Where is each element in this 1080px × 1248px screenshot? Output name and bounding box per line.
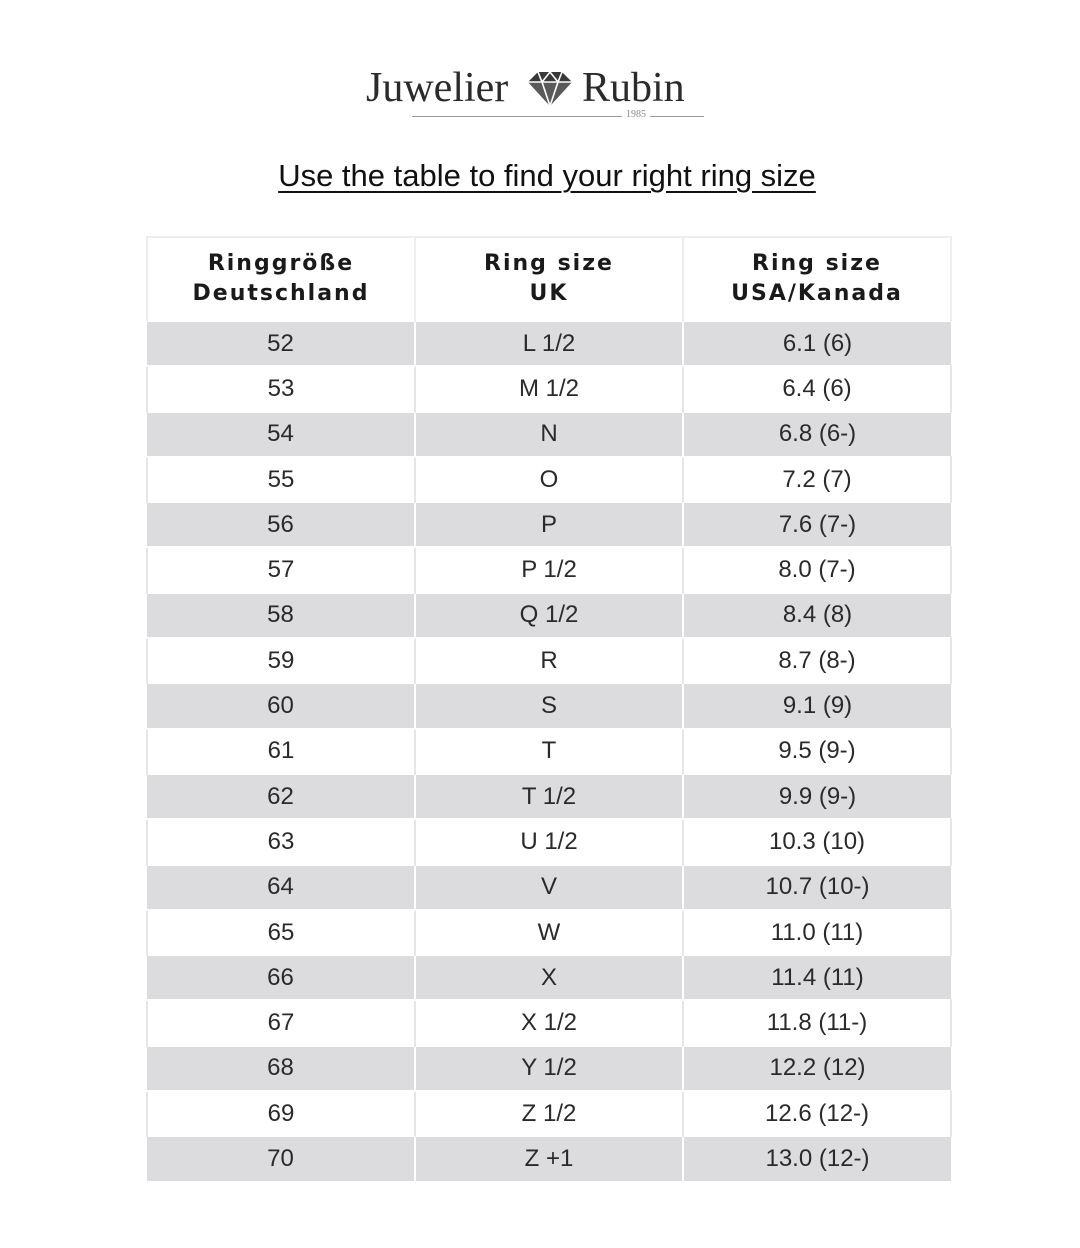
cell-uk: X 1/2	[415, 1000, 683, 1045]
cell-usa: 6.1 (6)	[683, 321, 951, 366]
cell-usa: 9.9 (9-)	[683, 774, 951, 819]
table-row	[147, 1046, 951, 1091]
table-row	[147, 683, 951, 728]
cell-germany: 64	[147, 865, 415, 910]
cell-germany: 55	[147, 457, 415, 502]
cell-usa: 12.6 (12-)	[683, 1091, 951, 1136]
diamond-icon	[524, 68, 576, 108]
cell-germany: 56	[147, 502, 415, 547]
cell-germany: 70	[147, 1136, 415, 1180]
table-row	[147, 955, 951, 1000]
cell-uk: T	[415, 729, 683, 774]
logo-rule-right	[650, 116, 704, 117]
cell-usa: 9.5 (9-)	[683, 729, 951, 774]
cell-germany: 53	[147, 366, 415, 411]
cell-uk: U 1/2	[415, 819, 683, 864]
cell-usa: 12.2 (12)	[683, 1046, 951, 1091]
cell-usa: 7.2 (7)	[683, 457, 951, 502]
cell-germany: 52	[147, 321, 415, 366]
cell-usa: 7.6 (7-)	[683, 502, 951, 547]
table-row	[147, 1136, 951, 1180]
cell-germany: 54	[147, 412, 415, 457]
table-row	[147, 638, 951, 683]
cell-uk: X	[415, 955, 683, 1000]
cell-germany: 58	[147, 593, 415, 638]
cell-uk: P 1/2	[415, 547, 683, 592]
table-body	[147, 321, 951, 1181]
cell-usa: 13.0 (12-)	[683, 1136, 951, 1180]
cell-uk: P	[415, 502, 683, 547]
cell-germany: 63	[147, 819, 415, 864]
header-uk-line2: UK	[529, 281, 569, 306]
cell-uk: L 1/2	[415, 321, 683, 366]
cell-germany: 68	[147, 1046, 415, 1091]
cell-uk: O	[415, 457, 683, 502]
cell-germany: 60	[147, 683, 415, 728]
cell-germany: 62	[147, 774, 415, 819]
cell-germany: 59	[147, 638, 415, 683]
header-usa-line1: Ring size	[752, 251, 882, 276]
ring-size-table	[146, 236, 952, 1181]
cell-uk: W	[415, 910, 683, 955]
table-row	[147, 412, 951, 457]
header-usa	[683, 237, 951, 321]
brand-logo	[366, 62, 706, 122]
cell-germany: 69	[147, 1091, 415, 1136]
table-row	[147, 593, 951, 638]
cell-uk: Z 1/2	[415, 1091, 683, 1136]
table-row	[147, 774, 951, 819]
cell-germany: 57	[147, 547, 415, 592]
cell-usa: 11.0 (11)	[683, 910, 951, 955]
cell-uk: N	[415, 412, 683, 457]
cell-uk: V	[415, 865, 683, 910]
cell-uk: Z +1	[415, 1136, 683, 1180]
cell-usa: 8.7 (8-)	[683, 638, 951, 683]
table-row	[147, 547, 951, 592]
cell-usa: 9.1 (9)	[683, 683, 951, 728]
cell-usa: 10.7 (10-)	[683, 865, 951, 910]
table-row	[147, 910, 951, 955]
logo-rule-left	[412, 116, 622, 117]
table-row	[147, 729, 951, 774]
cell-uk: M 1/2	[415, 366, 683, 411]
table-row	[147, 865, 951, 910]
cell-usa: 8.4 (8)	[683, 593, 951, 638]
cell-uk: Q 1/2	[415, 593, 683, 638]
header-germany-line1: Ringgröße	[207, 251, 355, 276]
table-row	[147, 1000, 951, 1045]
cell-usa: 10.3 (10)	[683, 819, 951, 864]
table-row	[147, 819, 951, 864]
brand-year: 1985	[626, 109, 646, 120]
header-germany-line2: Deutschland	[192, 281, 370, 306]
table-row	[147, 502, 951, 547]
cell-germany: 67	[147, 1000, 415, 1045]
cell-germany: 66	[147, 955, 415, 1000]
table-row	[147, 1091, 951, 1136]
cell-usa: 11.8 (11-)	[683, 1000, 951, 1045]
table-row	[147, 457, 951, 502]
header-uk	[415, 237, 683, 321]
page-title: Use the table to find your right ring size	[278, 158, 816, 193]
header-uk-line1: Ring size	[484, 251, 614, 276]
cell-usa: 6.4 (6)	[683, 366, 951, 411]
brand-name-left: Juwelier	[366, 65, 509, 111]
cell-germany: 61	[147, 729, 415, 774]
header-germany	[147, 237, 415, 321]
cell-usa: 6.8 (6-)	[683, 412, 951, 457]
table-row	[147, 321, 951, 366]
cell-uk: R	[415, 638, 683, 683]
cell-usa: 8.0 (7-)	[683, 547, 951, 592]
header-usa-line2: USA/Kanada	[731, 281, 903, 306]
cell-usa: 11.4 (11)	[683, 955, 951, 1000]
ring-size-table-container	[146, 236, 950, 1181]
cell-uk: T 1/2	[415, 774, 683, 819]
cell-germany: 65	[147, 910, 415, 955]
table-header-row	[147, 237, 951, 321]
cell-uk: Y 1/2	[415, 1046, 683, 1091]
table-row	[147, 366, 951, 411]
brand-name-right: Rubin	[582, 65, 685, 111]
cell-uk: S	[415, 683, 683, 728]
